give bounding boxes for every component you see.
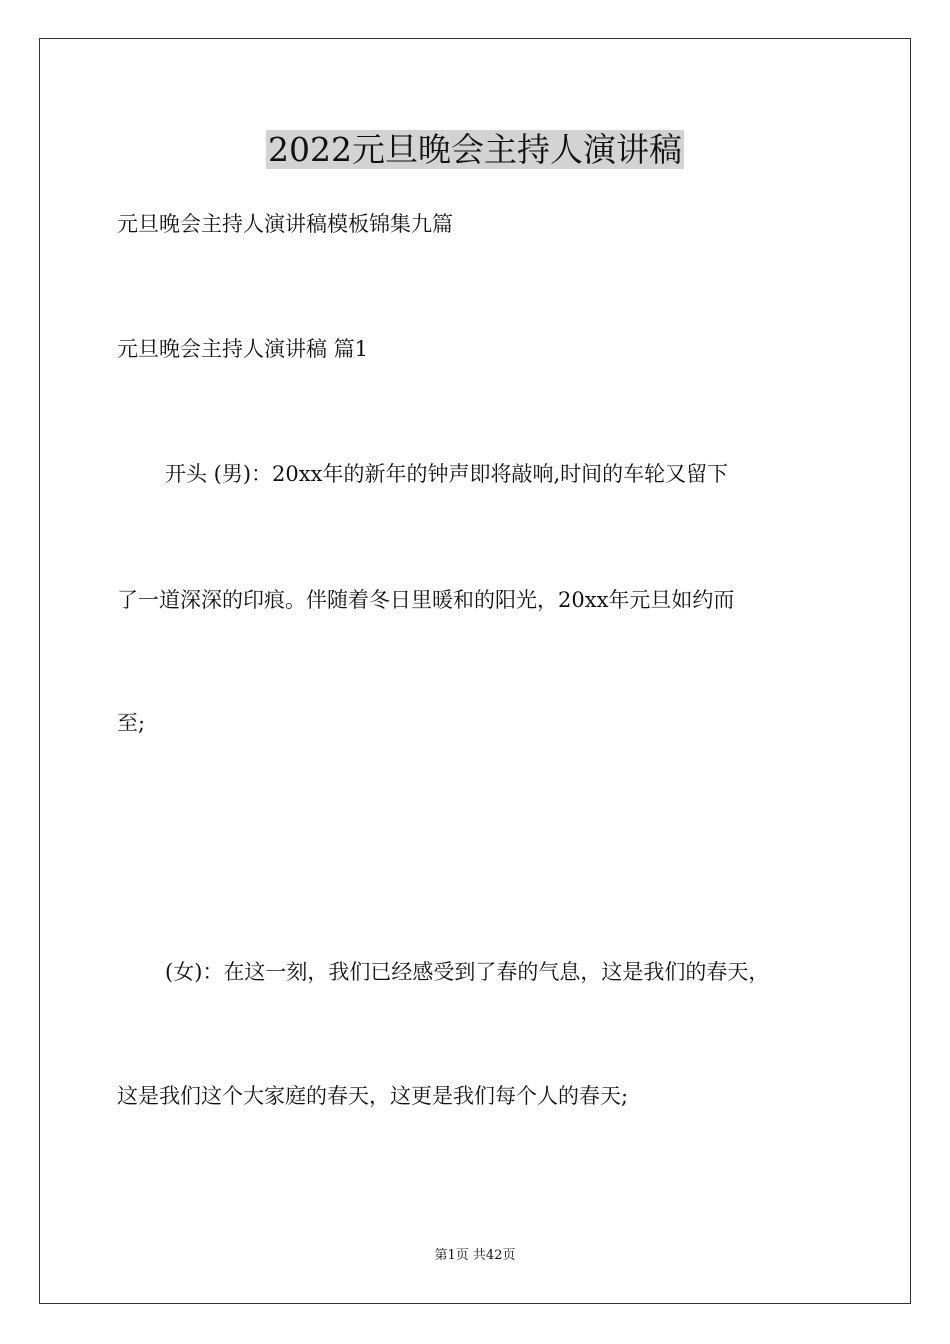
- paragraph-line: 这是我们这个大家庭的春天，这更是我们每个人的春天;: [117, 1084, 629, 1108]
- page-number-footer: 第1页 共42页: [434, 1248, 516, 1263]
- section-heading: 元旦晚会主持人演讲稿 篇1: [117, 337, 369, 361]
- paragraph-line: 开头 (男)：20xx年的新年的钟声即将敲响,时间的车轮又留下: [165, 462, 729, 486]
- document-subtitle: 元旦晚会主持人演讲稿模板锦集九篇: [117, 212, 453, 236]
- paragraph-line: 了一道深深的印痕。伴随着冬日里暖和的阳光，20xx年元旦如约而: [117, 588, 735, 612]
- title-text: 2022元旦晚会主持人演讲稿: [268, 130, 682, 169]
- document-title: [0, 126, 950, 174]
- paragraph-line: 至;: [117, 711, 146, 735]
- paragraph-line: (女)：在这一刻，我们已经感受到了春的气息，这是我们的春天，: [165, 960, 770, 984]
